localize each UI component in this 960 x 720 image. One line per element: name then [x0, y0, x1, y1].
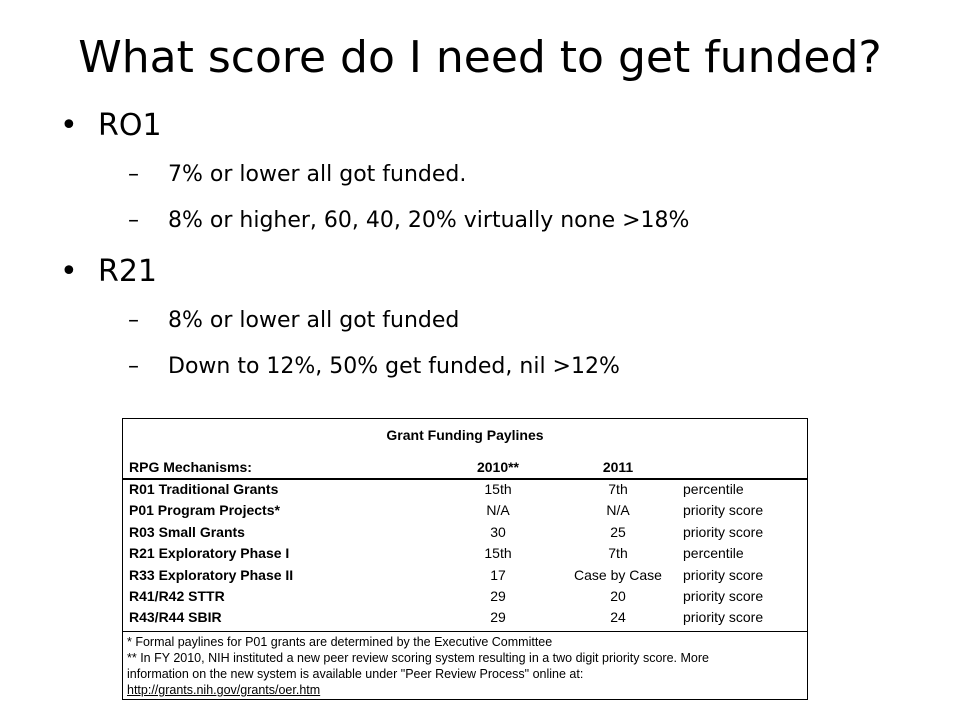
cell-2011: N/A	[606, 502, 630, 519]
dash-icon: –	[128, 162, 139, 187]
table-row	[123, 523, 807, 544]
table-row	[123, 587, 807, 608]
table-row	[123, 544, 807, 565]
dash-icon: –	[128, 354, 139, 379]
sub-bullet-text: 7% or lower all got funded.	[168, 162, 467, 187]
footnote: ** In FY 2010, NIH instituted a new peer review scoring system resulting in a two digit priority score. More	[127, 651, 709, 665]
footnote: information on the new system is available under "Peer Review Process" online at:	[127, 667, 584, 681]
sub-bullet	[60, 206, 689, 236]
slide-title: What score do I need to get funded?	[78, 32, 882, 83]
cell-unit: percentile	[683, 481, 744, 497]
table-row	[123, 480, 807, 501]
cell-2010: 29	[490, 609, 506, 626]
cell-unit: priority score	[683, 609, 764, 626]
cell-mechanism: R03 Small Grants	[129, 523, 245, 540]
cell-2010: 30	[490, 523, 506, 540]
sub-bullet	[60, 306, 689, 336]
dash-icon: –	[128, 208, 139, 233]
sub-bullet-text: 8% or higher, 60, 40, 20% virtually none >18%	[168, 208, 690, 233]
cell-mechanism: R43/R44 SBIR	[129, 609, 222, 626]
footnote-url-link[interactable]: http://grants.nih.gov/grants/oer.htm	[127, 683, 321, 697]
cell-2010: 15th	[484, 481, 512, 497]
cell-2010: 15th	[484, 545, 512, 562]
cell-2010: 17	[490, 566, 506, 583]
header-mechanism: RPG Mechanisms:	[129, 459, 252, 475]
cell-2010: 29	[490, 587, 506, 604]
bullet-label: R21	[98, 254, 158, 289]
sub-bullet-text: Down to 12%, 50% get funded, nil >12%	[168, 354, 620, 379]
table-body	[123, 480, 807, 630]
cell-mechanism: R01 Traditional Grants	[129, 481, 279, 497]
bullet-icon: •	[60, 108, 78, 143]
bullet-ro1	[60, 106, 689, 146]
cell-mechanism: R21 Exploratory Phase I	[129, 545, 290, 562]
cell-unit: priority score	[683, 587, 764, 604]
cell-mechanism: R41/R42 STTR	[129, 587, 225, 604]
table-row	[123, 566, 807, 587]
cell-2011: 25	[610, 523, 626, 540]
sub-bullet	[60, 160, 689, 190]
header-2010: 2010**	[476, 459, 520, 475]
cell-unit: priority score	[683, 523, 764, 540]
header-2011: 2011	[602, 459, 634, 475]
table-title: Grant Funding Paylines	[386, 427, 544, 443]
bullet-label: RO1	[98, 108, 162, 143]
table-footnotes	[123, 631, 807, 698]
cell-2011: 7th	[608, 481, 628, 497]
table-row	[123, 608, 807, 629]
cell-2011: 24	[610, 609, 626, 626]
table-row	[123, 501, 807, 522]
cell-unit: percentile	[683, 545, 744, 562]
dash-icon: –	[128, 308, 139, 333]
bullet-r21	[60, 252, 689, 292]
cell-mechanism: R33 Exploratory Phase II	[129, 566, 294, 583]
bullet-list	[60, 106, 689, 382]
sub-bullet-text: 8% or lower all got funded	[168, 308, 460, 333]
sub-bullet	[60, 352, 689, 382]
cell-unit: priority score	[683, 566, 764, 583]
table-header-row	[123, 458, 807, 480]
cell-2010: N/A	[486, 502, 510, 519]
cell-unit: priority score	[683, 502, 764, 519]
footnote: * Formal paylines for P01 grants are determined by the Executive Committee	[127, 635, 553, 649]
cell-2011: Case by Case	[574, 566, 662, 583]
cell-mechanism: P01 Program Projects*	[129, 502, 280, 519]
cell-2011: 20	[610, 587, 626, 604]
paylines-table	[122, 418, 808, 700]
cell-2011: 7th	[608, 545, 628, 562]
bullet-icon: •	[60, 254, 78, 289]
